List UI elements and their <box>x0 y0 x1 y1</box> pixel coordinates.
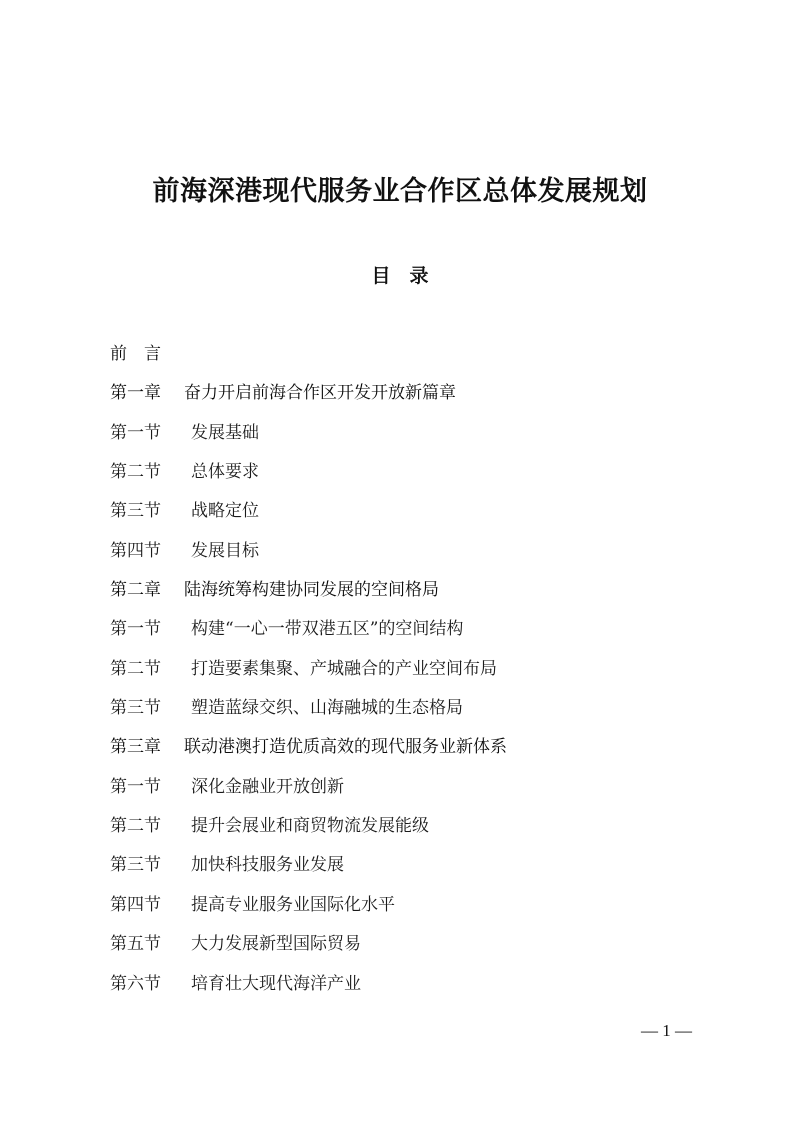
toc-entry-title: 打造要素集聚、产城融合的产业空间布局 <box>191 658 497 679</box>
toc-entry-section[interactable] <box>110 496 710 535</box>
toc-entry-section[interactable] <box>110 890 710 929</box>
toc-entry-number: 第三节 <box>110 855 161 876</box>
toc-entry-number: 第二节 <box>110 462 161 483</box>
toc-entry-number: 第一章 <box>110 383 161 404</box>
toc-entry-number: 第五节 <box>110 934 161 955</box>
toc-entry-title: 加快科技服务业发展 <box>191 855 344 876</box>
toc-entry-section[interactable] <box>110 693 710 732</box>
toc-entry-number: 第二节 <box>110 658 161 679</box>
toc-entry-number: 第三节 <box>110 501 161 522</box>
toc-entry-section[interactable] <box>110 418 710 457</box>
toc-entry-title: 战略定位 <box>191 501 259 522</box>
toc-entry-section[interactable] <box>110 969 710 1008</box>
page-number: — 1 — <box>641 1021 692 1040</box>
toc-entry-title: 提高专业服务业国际化水平 <box>191 894 395 915</box>
table-of-contents <box>110 339 710 1008</box>
toc-entry-chapter[interactable] <box>110 378 710 417</box>
toc-entry-chapter[interactable] <box>110 575 710 614</box>
toc-entry-title: 奋力开启前海合作区开发开放新篇章 <box>184 383 456 404</box>
toc-entry-section[interactable] <box>110 654 710 693</box>
toc-entry-number: 第一节 <box>110 422 161 443</box>
toc-entry-title: 联动港澳打造优质高效的现代服务业新体系 <box>184 737 507 758</box>
toc-entry-title: 提升会展业和商贸物流发展能级 <box>191 816 429 837</box>
toc-entry-section[interactable] <box>110 457 710 496</box>
toc-entry-number: 第三章 <box>110 737 161 758</box>
toc-entry-title: 培育壮大现代海洋产业 <box>191 973 361 994</box>
toc-entry-title: 塑造蓝绿交织、山海融城的生态格局 <box>191 698 463 719</box>
toc-heading: 目 录 <box>371 265 429 287</box>
toc-entry-number: 第四节 <box>110 894 161 915</box>
document-title: 前海深港现代服务业合作区总体发展规划 <box>152 176 648 207</box>
toc-entry-title: 大力发展新型国际贸易 <box>191 934 361 955</box>
toc-entry-preface[interactable] <box>110 339 710 378</box>
toc-entry-section[interactable] <box>110 929 710 968</box>
toc-entry-number: 第二节 <box>110 816 161 837</box>
toc-entry-title: 陆海统筹构建协同发展的空间格局 <box>184 580 439 601</box>
toc-entry-number: 第三节 <box>110 698 161 719</box>
toc-entry-section[interactable] <box>110 536 710 575</box>
toc-entry-section[interactable] <box>110 614 710 653</box>
toc-entry-title: 发展目标 <box>191 540 259 561</box>
toc-entry-title: 总体要求 <box>191 462 259 483</box>
toc-entry-section[interactable] <box>110 850 710 889</box>
toc-entry-number: 第四节 <box>110 540 161 561</box>
toc-entry-chapter[interactable] <box>110 732 710 771</box>
toc-entry-title: 构建“一心一带双港五区”的空间结构 <box>191 619 464 640</box>
toc-entry-title: 前 言 <box>110 344 161 364</box>
toc-entry-title: 深化金融业开放创新 <box>191 776 344 797</box>
toc-entry-number: 第六节 <box>110 973 161 994</box>
toc-entry-number: 第一节 <box>110 776 161 797</box>
toc-entry-section[interactable] <box>110 811 710 850</box>
toc-entry-number: 第一节 <box>110 619 161 640</box>
toc-entry-section[interactable] <box>110 772 710 811</box>
toc-entry-title: 发展基础 <box>191 422 259 443</box>
toc-entry-number: 第二章 <box>110 580 161 601</box>
